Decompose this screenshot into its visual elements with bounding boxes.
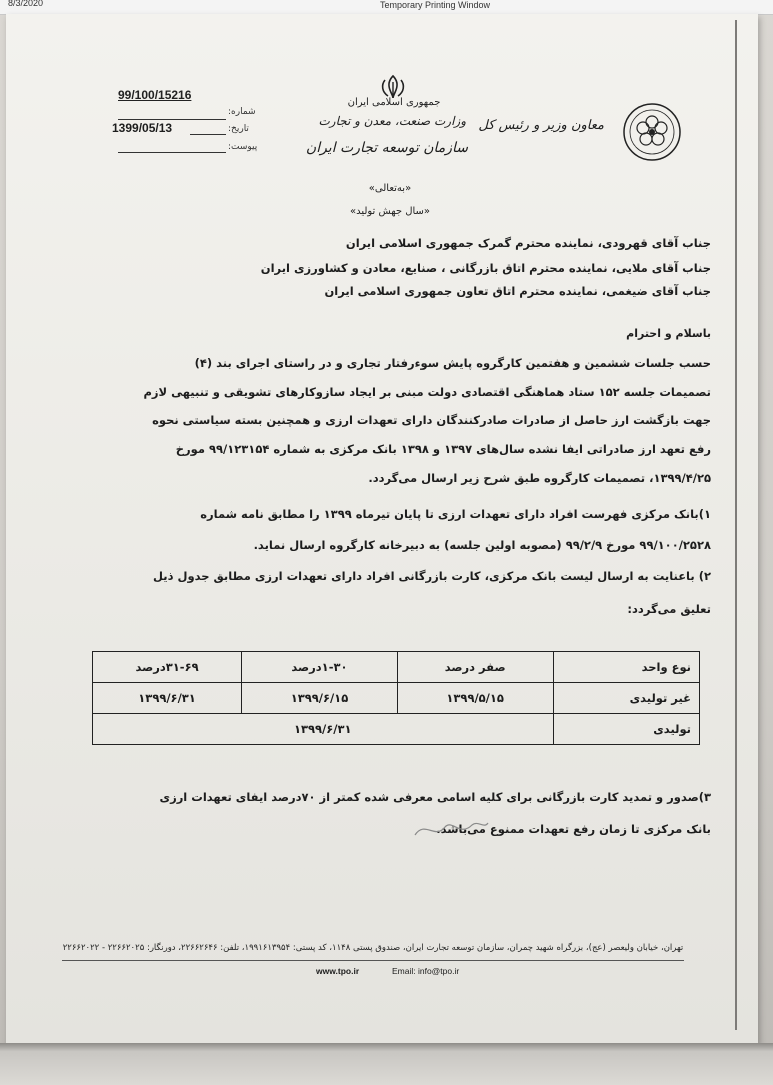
number-label: شماره: bbox=[228, 107, 256, 117]
signature-mark bbox=[410, 815, 490, 845]
table-header-cell: ۳۱-۶۹درصد bbox=[93, 652, 242, 683]
item3-line-2: بانک مرکزی تا زمان رفع تعهدات ممنوع می‌باشد. bbox=[436, 822, 711, 836]
table-header-cell: ۱-۳۰درصد bbox=[242, 652, 398, 683]
table-header-cell: صفر درصد bbox=[397, 652, 553, 683]
table-header-cell: نوع واحد bbox=[553, 652, 699, 683]
attachment-label: پیوست: bbox=[228, 142, 258, 152]
year-motto: «سال جهش تولید» bbox=[349, 206, 431, 217]
number-underline bbox=[118, 119, 226, 120]
date-underline bbox=[190, 134, 226, 135]
sheet-edge bbox=[735, 20, 737, 1030]
addressee-2: جناب آقای ملایی، نماینده محترم اتاق بازرگانی ، صنایع، معادن و کشاورزی ایران bbox=[260, 261, 711, 275]
ministry-line-2: وزارت صنعت، معدن و تجارت bbox=[318, 114, 466, 128]
table-row bbox=[93, 714, 700, 745]
body-line-1: حسب جلسات ششمین و هفتمین کارگروه پایش سوءرفتار تجاری و در راستای اجرای بند (۴) bbox=[194, 356, 711, 370]
table-cell: تولیدی bbox=[553, 714, 699, 745]
attachment-underline bbox=[118, 152, 226, 153]
footer-website: www.tpo.ir bbox=[316, 966, 360, 976]
commitments-table bbox=[92, 651, 700, 745]
table-cell: ۱۳۹۹/۶/۳۱ bbox=[93, 683, 242, 714]
date-label: تاریخ: bbox=[228, 124, 249, 134]
footer-email: Email: info@tpo.ir bbox=[392, 966, 460, 976]
reference-number: 99/100/15216 bbox=[118, 88, 192, 102]
print-date: 8/3/2020 bbox=[8, 0, 44, 8]
print-window-title: Temporary Printing Window bbox=[380, 0, 491, 10]
table-header-row bbox=[93, 652, 700, 683]
tpo-logo-icon bbox=[620, 100, 684, 164]
item3-line-1: ۳)صدور و تمدید کارت بازرگانی برای کلیه اسامی معرفی شده کمتر از ۷۰درصد ایفای تعهدات ارزی bbox=[159, 790, 711, 804]
body-line-4: رفع تعهد ارز صادراتی ایفا نشده سال‌های ۱۳۹۷ و ۱۳۹۸ بانک مرکزی به شماره ۹۹/۱۲۳۱۵۴ مورخ bbox=[175, 442, 711, 456]
addressee-1: جناب آقای قهرودی، نماینده محترم گمرک جمهوری اسلامی ایران bbox=[345, 236, 711, 250]
print-window-header bbox=[0, 0, 773, 15]
item2-line-1: ۲) باعنایت به ارسال لیست بانک مرکزی، کارت بازرگانی افراد دارای تعهدات ارزی مطابق جدول ذیل bbox=[152, 569, 711, 583]
body-line-3: جهت بازگشت ارز حاصل از صادرات صادرکنندگان دارای تعهدات ارزی و همچنین بسته سیاستی نحوه bbox=[152, 413, 711, 427]
ministry-line-1: جمهوری اسلامی ایران bbox=[347, 97, 441, 108]
date-value: 1399/05/13 bbox=[112, 121, 173, 135]
item1-line-2: ۹۹/۱۰۰/۲۵۲۸ مورخ ۹۹/۲/۹ (مصوبه اولین جلسه) به دبیرخانه کارگروه ارسال نماید. bbox=[253, 538, 711, 552]
greeting: باسلام و احترام bbox=[626, 327, 711, 340]
bi-tali: «به‌تعالی» bbox=[368, 183, 412, 194]
deputy-title: معاون وزیر و رئیس کل bbox=[478, 118, 604, 133]
ministry-line-3: سازمان توسعه تجارت ایران bbox=[305, 140, 468, 156]
footer-rule bbox=[62, 960, 684, 961]
table-cell: غیر تولیدی bbox=[553, 683, 699, 714]
table-row bbox=[93, 683, 700, 714]
letter-sheet bbox=[6, 14, 758, 1044]
footer-address: تهران، خیابان ولیعصر (عج)، بزرگراه شهید چمران، سازمان توسعه تجارت ایران، صندوق پستی ۱۱۴۸، کد پستی: ۱۹۹۱۶۱۳۹۵۴، تلفن: ۲۲۶۶۲۶۴۶، دورنگار: ۲۲۶۶۲۰۲۵ - ۲۲۶۶۲۰۲۲ bbox=[62, 943, 684, 953]
table-cell: ۱۳۹۹/۶/۳۱ bbox=[93, 714, 554, 745]
item1-line-1: ۱)بانک مرکزی فهرست افراد دارای تعهدات ارزی تا پایان تیرماه ۱۳۹۹ را مطابق نامه شماره bbox=[200, 507, 711, 521]
addressee-3: جناب آقای ضیغمی، نماینده محترم اتاق تعاون جمهوری اسلامی ایران bbox=[324, 284, 711, 298]
item2-line-2: تعلیق می‌گردد: bbox=[627, 602, 711, 616]
body-line-2: تصمیمات جلسه ۱۵۲ ستاد هماهنگی اقتصادی دولت مبنی بر ایجاد سازوکارهای تشویقی و تنبیهی لازم bbox=[143, 385, 711, 399]
table-cell: ۱۳۹۹/۶/۱۵ bbox=[242, 683, 398, 714]
page-bottom-edge bbox=[0, 1043, 773, 1085]
table-cell: ۱۳۹۹/۵/۱۵ bbox=[397, 683, 553, 714]
body-line-5: ۱۳۹۹/۴/۲۵، تصمیمات کارگروه طبق شرح زیر ارسال می‌گردد. bbox=[368, 471, 711, 485]
